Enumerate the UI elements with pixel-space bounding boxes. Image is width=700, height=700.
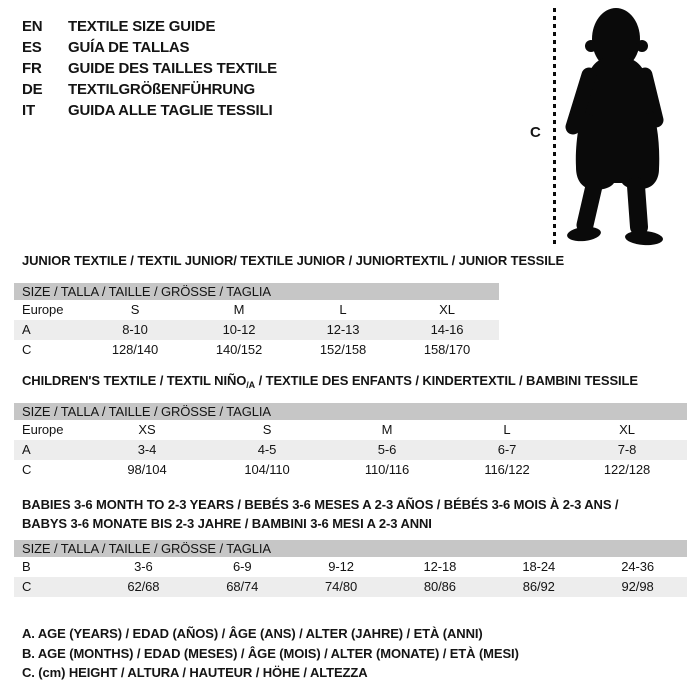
language-label: GUIDE DES TAILLES TEXTILE: [68, 60, 277, 77]
section-title-children: [22, 373, 638, 390]
size-cell: 6-7: [497, 442, 517, 457]
size-cell: 14-16: [430, 322, 464, 337]
title-line: BABYS 3-6 MONATE BIS 2-3 JAHRE / BAMBINI 3-6 MESI A 2-3 ANNI: [22, 516, 432, 531]
size-cell: 98/104: [127, 462, 167, 477]
language-row: [22, 16, 277, 37]
size-cell: 86/92: [522, 579, 555, 594]
size-cell: XL: [619, 422, 635, 437]
size-cell: 5-6: [377, 442, 397, 457]
size-cell: 9-12: [328, 559, 354, 574]
size-cell: 68/74: [226, 579, 259, 594]
language-label: TEXTILE SIZE GUIDE: [68, 18, 216, 35]
size-cell: 12-13: [326, 322, 360, 337]
height-measure-line: [553, 8, 556, 246]
table-row: [14, 460, 687, 480]
table-row: [14, 320, 499, 340]
size-cell: 3-6: [134, 559, 153, 574]
size-cell: 12-18: [423, 559, 457, 574]
language-code: FR: [22, 60, 42, 77]
title-text: / TEXTILE DES ENFANTS / KINDERTEXTIL / BAMBINI TESSILE: [255, 373, 638, 388]
language-code: IT: [22, 102, 35, 119]
row-label: Europe: [22, 302, 64, 317]
size-cell: 8-10: [122, 322, 148, 337]
size-cell: 80/86: [423, 579, 456, 594]
size-cell: 74/80: [325, 579, 358, 594]
table-row: [14, 440, 687, 460]
title-line: BABIES 3-6 MONTH TO 2-3 YEARS / BEBÉS 3-6 MESES A 2-3 AÑOS / BÉBÉS 3-6 MOIS À 2-3 ANS /: [22, 497, 619, 512]
row-label: C: [22, 462, 32, 477]
language-row: [22, 58, 277, 79]
size-cell: 92/98: [621, 579, 654, 594]
language-row: [22, 100, 277, 121]
size-cell: 7-8: [617, 442, 637, 457]
children-size-table: [14, 403, 687, 480]
row-label: C: [22, 342, 32, 357]
size-cell: 116/122: [484, 462, 530, 477]
title-text: CHILDREN'S TEXTILE / TEXTIL NIÑO: [22, 373, 247, 388]
row-label: A: [22, 322, 31, 337]
language-label: GUIDA ALLE TAGLIE TESSILI: [68, 102, 273, 119]
toddler-silhouette: [565, 3, 695, 248]
table-row: [14, 557, 687, 577]
size-cell: S: [130, 302, 140, 317]
size-cell: 18-24: [522, 559, 556, 574]
row-label: C: [22, 579, 32, 594]
size-cell: 3-4: [137, 442, 157, 457]
table-header: SIZE / TALLA / TAILLE / GRÖSSE / TAGLIA: [14, 403, 687, 420]
legend: [22, 624, 519, 683]
size-cell: 62/68: [127, 579, 160, 594]
legend-line-b: B. AGE (MONTHS) / EDAD (MESES) / ÂGE (MOIS) / ALTER (MONATE) / ETÀ (MESI): [22, 645, 519, 661]
language-row: [22, 37, 277, 58]
size-cell: 110/116: [364, 462, 410, 477]
junior-size-table: [14, 283, 499, 360]
row-label: A: [22, 442, 31, 457]
row-label: B: [22, 559, 31, 574]
table-row: [14, 340, 499, 360]
table-header: SIZE / TALLA / TAILLE / GRÖSSE / TAGLIA: [14, 283, 499, 300]
language-code: EN: [22, 18, 43, 35]
section-title-babies: [22, 495, 618, 533]
language-label: TEXTILGRÖßENFÜHRUNG: [68, 81, 256, 98]
size-cell: 152/158: [319, 342, 367, 357]
size-cell: 4-5: [257, 442, 277, 457]
size-cell: L: [503, 422, 511, 437]
legend-line-a: A. AGE (YEARS) / EDAD (AÑOS) / ÂGE (ANS) / ALTER (JAHRE) / ETÀ (ANNI): [22, 626, 483, 641]
row-label: Europe: [22, 422, 64, 437]
language-list: [22, 16, 277, 121]
legend-line-c: C. (cm) HEIGHT / ALTURA / HAUTEUR / HÖHE / ALTEZZA: [22, 665, 368, 680]
size-cell: 158/170: [423, 342, 471, 357]
size-cell: 140/152: [215, 342, 263, 357]
size-cell: 10-12: [222, 322, 256, 337]
size-cell: S: [262, 422, 272, 437]
section-title-junior: JUNIOR TEXTILE / TEXTIL JUNIOR/ TEXTILE JUNIOR / JUNIORTEXTIL / JUNIOR TESSILE: [22, 253, 565, 268]
size-cell: XS: [138, 422, 156, 437]
language-code: DE: [22, 81, 43, 98]
language-row: [22, 79, 277, 100]
babies-size-table: [14, 540, 687, 597]
size-cell: M: [233, 302, 245, 317]
table-row: [14, 577, 687, 597]
size-cell: 128/140: [111, 342, 159, 357]
language-code: ES: [22, 39, 42, 56]
table-header: SIZE / TALLA / TAILLE / GRÖSSE / TAGLIA: [14, 540, 687, 557]
size-cell: 24-36: [621, 559, 654, 574]
title-subscript: /A: [246, 380, 256, 390]
size-cell: 104/110: [244, 462, 290, 477]
size-cell: M: [381, 422, 393, 437]
table-row: [14, 420, 687, 440]
size-cell: L: [339, 302, 347, 317]
size-cell: 6-9: [232, 559, 252, 574]
table-row: [14, 300, 499, 320]
size-cell: XL: [439, 302, 455, 317]
language-label: GUÍA DE TALLAS: [68, 39, 190, 56]
measure-label-c: C: [530, 124, 541, 141]
size-cell: 122/128: [603, 462, 651, 477]
